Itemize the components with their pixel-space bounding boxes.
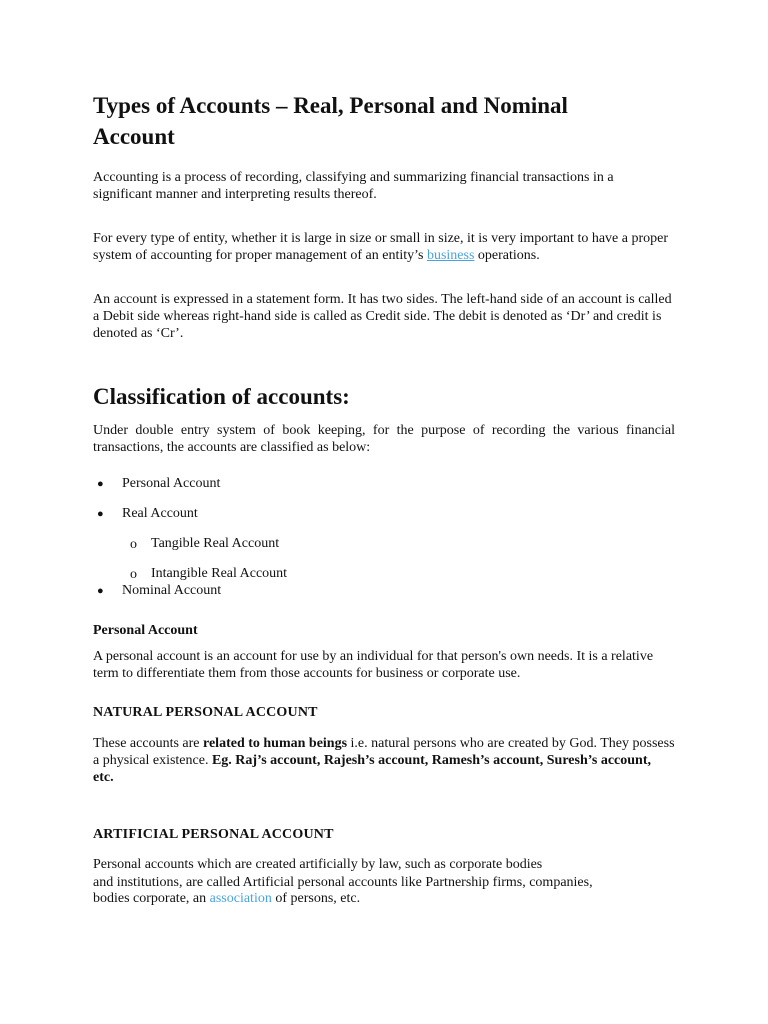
- page-title: Types of Accounts – Real, Personal and Nominal Account: [93, 93, 568, 149]
- intro-paragraph-3: An account is expressed in a statement form. It has two sides. The left-hand side of an account is called a Debit side whereas right-hand side is called as Credit side. The debit is denoted as ‘Dr’ and credit is denoted as ‘Cr’.: [93, 292, 672, 341]
- natural-personal-account-text: [93, 735, 675, 786]
- classification-text: Under double entry system of book keeping, for the purpose of recording the various financial transactions, the accounts are classified as below:: [93, 423, 675, 455]
- artificial-personal-account-heading: ARTIFICIAL PERSONAL ACCOUNT: [93, 827, 334, 842]
- sub-bullet-icon: o: [130, 537, 137, 552]
- sub-item-intangible-real-account: Intangible Real Account: [151, 566, 288, 581]
- bullet-icon: ●: [97, 478, 104, 490]
- personal-account-heading: Personal Account: [93, 623, 198, 638]
- business-link[interactable]: business: [426, 248, 475, 263]
- sub-bullet-icon: o: [130, 567, 137, 582]
- list-item-real-account: Real Account: [122, 506, 198, 521]
- artificial-text-line-2: and institutions, are called Artificial personal accounts like Partnership firms, companies,: [93, 875, 593, 890]
- artificial-line-3-tail: of persons, etc.: [271, 891, 361, 906]
- bullet-icon: ●: [97, 585, 104, 597]
- classification-heading: Classification of accounts:: [93, 384, 350, 409]
- list-item-personal-account: Personal Account: [122, 476, 221, 491]
- natural-personal-account-heading: NATURAL PERSONAL ACCOUNT: [93, 705, 318, 720]
- natural-bold-examples: Eg. Raj’s account, Rajesh’s account, Ramesh’s account, Suresh’s account, etc.: [93, 753, 651, 785]
- bullet-icon: ●: [97, 508, 104, 520]
- list-item-nominal-account: Nominal Account: [122, 583, 222, 598]
- intro-paragraph-2-tail: operations.: [474, 248, 540, 263]
- artificial-text-line-1: Personal accounts which are created artificially by law, such as corporate bodies: [93, 857, 543, 872]
- natural-bold-1: related to human beings: [203, 736, 348, 751]
- personal-account-text: A personal account is an account for use by an individual for that person's own needs. It is a relative term to differentiate them from those accounts for business or corporate use.: [93, 649, 654, 681]
- intro-paragraph-1: Accounting is a process of recording, classifying and summarizing financial transactions in a significant manner and interpreting results thereof.: [93, 170, 614, 202]
- artificial-text-line-3: [93, 890, 675, 907]
- natural-text-1: These accounts are: [93, 736, 203, 751]
- natural-text-2: i.e. natural persons who are created by God. They possess a physical existence.: [93, 736, 675, 768]
- intro-paragraph-2-text: For every type of entity, whether it is large in size or small in size, it is very important to have a proper system of accounting for proper management of an entity’s: [93, 231, 669, 263]
- association-link[interactable]: association: [209, 891, 272, 906]
- intro-paragraph-2: [93, 230, 675, 264]
- sub-item-tangible-real-account: Tangible Real Account: [151, 536, 280, 551]
- artificial-line-3-text: bodies corporate, an: [93, 891, 210, 906]
